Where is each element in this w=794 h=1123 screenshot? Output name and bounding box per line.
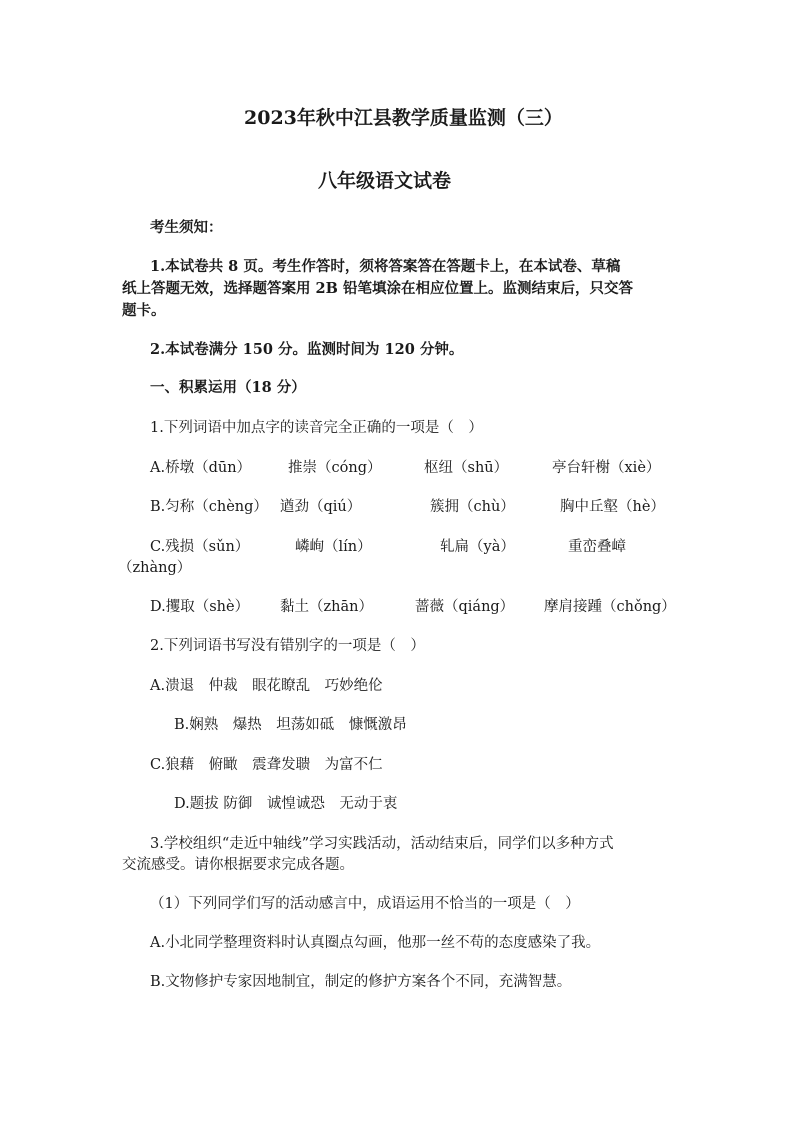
q1-a-word-3: 枢纽（shū） xyxy=(424,460,509,476)
q2-stem: 2.下列词语书写没有错别字的一项是（ ） xyxy=(150,638,425,654)
q3-stem-line-1: 3.学校组织“走近中轴线”学习实践活动，活动结束后，同学们以多种方式 xyxy=(150,836,614,852)
q1-c-word-2: 嶙峋（lín） xyxy=(295,539,372,555)
q1-a-word-2: 推崇（cóng） xyxy=(288,460,382,476)
notice-heading: 考生须知： xyxy=(150,219,223,236)
q1-c-word-1: C.残损（sǔn） xyxy=(150,539,250,555)
q3-option-a: A.小北同学整理资料时认真圈点勾画，他那一丝不苟的态度感染了我。 xyxy=(150,935,601,951)
q3-sub-question-1: （1）下列同学们写的活动感言中，成语运用不恰当的一项是（ ） xyxy=(150,896,580,912)
exam-title: 2023年秋中江县教学质量监测（三） xyxy=(244,107,563,129)
q1-c-word-4: 重峦叠嶂 xyxy=(568,539,626,555)
q1-d-word-3: 蔷薇（qiáng） xyxy=(415,599,515,615)
q1-b-word-1: B.匀称（chèng） xyxy=(150,499,268,515)
q1-c-word-3: 轧扁（yà） xyxy=(440,539,515,555)
notice-1-line-3: 题卡。 xyxy=(122,302,166,319)
q1-b-word-2: 遒劲（qiú） xyxy=(280,499,362,515)
q2-option-c: C.狼藉 俯瞰 震聋发聩 为富不仁 xyxy=(150,757,383,773)
q1-d-word-4: 摩肩接踵（chǒng） xyxy=(544,599,676,615)
q1-option-c-wrap: （zhàng） xyxy=(118,560,192,576)
notice-1-line-1: 1.本试卷共 8 页。考生作答时，须将答案答在答题卡上，在本试卷、草稿 xyxy=(150,258,621,275)
q1-d-word-2: 黏土（zhān） xyxy=(280,599,373,615)
q2-option-d: D.题拔 防御 诚惶诚恐 无动于衷 xyxy=(174,796,398,812)
q1-d-word-1: D.攫取（shè） xyxy=(150,599,250,615)
q3-stem-line-2: 交流感受。请你根据要求完成各题。 xyxy=(122,857,354,873)
exam-subtitle: 八年级语文试卷 xyxy=(318,170,452,192)
q1-stem: 1.下列词语中加点字的读音完全正确的一项是（ ） xyxy=(150,420,483,436)
section-heading-1: 一、积累运用（18 分） xyxy=(150,379,306,396)
q3-option-b: B.文物修护专家因地制宜，制定的修护方案各个不同，充满智慧。 xyxy=(150,974,572,990)
q1-b-word-3: 簇拥（chù） xyxy=(430,499,515,515)
notice-2: 2.本试卷满分 150 分。监测时间为 120 分钟。 xyxy=(150,341,464,358)
q1-a-word-4: 亭台轩榭（xiè） xyxy=(552,460,661,476)
notice-1-line-2: 纸上答题无效，选择题答案用 2B 铅笔填涂在相应位置上。监测结束后，只交答 xyxy=(122,280,633,297)
q2-option-b: B.娴熟 爆热 坦荡如砥 慷慨激昂 xyxy=(174,717,407,733)
q1-a-word-1: A.桥墩（dūn） xyxy=(150,460,252,476)
q1-b-word-4: 胸中丘壑（hè） xyxy=(560,499,665,515)
q2-option-a: A.溃退 仲裁 眼花瞭乱 巧妙绝伦 xyxy=(150,678,383,694)
